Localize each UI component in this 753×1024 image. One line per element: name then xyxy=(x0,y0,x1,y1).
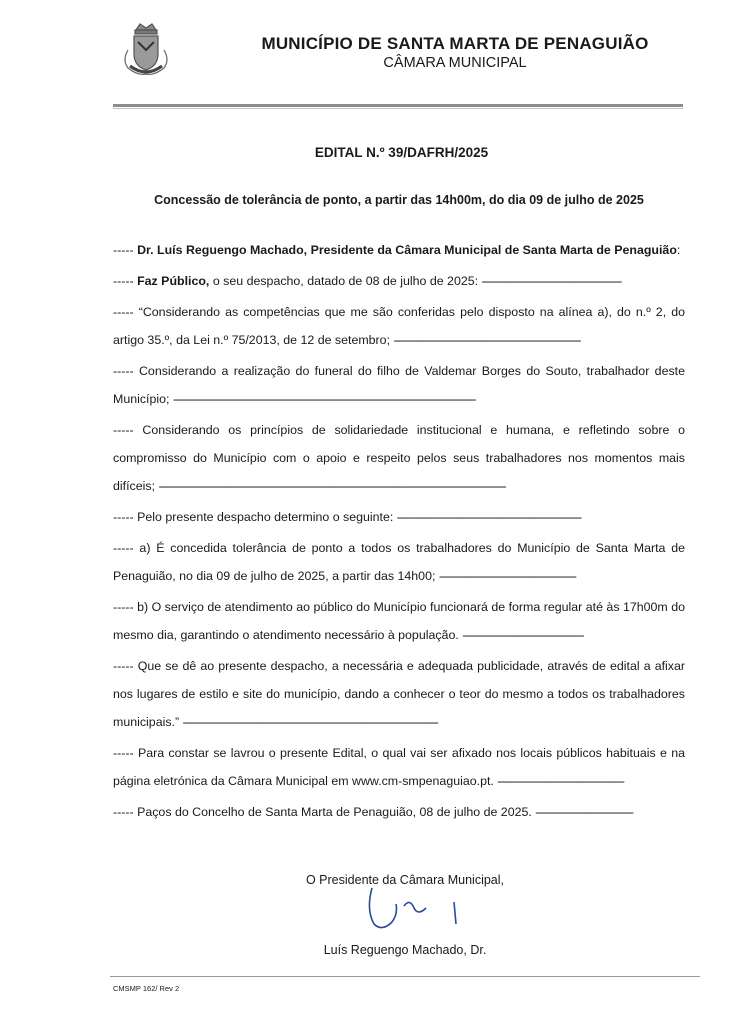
edital-number: EDITAL N.º 39/DAFRH/2025 xyxy=(314,145,489,160)
header-divider-shadow xyxy=(113,108,683,109)
document-header xyxy=(110,20,710,90)
paragraph: ----- a) É concedida tolerância de ponto a todos os trabalhadores do Município de Santa Marta de Penaguião, no dia 09 de julho de 2025, a partir das 14h00; ---------------------------------------------------- xyxy=(113,541,685,583)
signature-role: O Presidente da Câmara Municipal, xyxy=(305,873,504,887)
paragraph: ----- Considerando a realização do funeral do filho de Valdemar Borges do Souto, trabalhador deste Município; ------------------------------------------------------------------------------------------------------------------- xyxy=(113,364,685,406)
edital-subject: Concessão de tolerância de ponto, a partir das 14h00m, do dia 09 de julho de 2025 xyxy=(154,193,644,207)
paragraph: ----- “Considerando as competências que me são conferidas pelo disposto na alínea a), do n.º 2, do artigo 35.º, da Lei n.º 75/2013, de 12 de setembro; ----------------------------------------------------------------------- xyxy=(113,305,685,347)
council-subtitle: CÂMARA MUNICIPAL xyxy=(383,55,527,71)
municipality-title: MUNICÍPIO DE SANTA MARTA DE PENAGUIÃO xyxy=(261,34,649,53)
document-body xyxy=(113,236,685,829)
paragraph: ----- Que se dê ao presente despacho, a necessária e adequada publicidade, através de edital a afixar nos lugares de estilo e site do município, dando a conhecer o teor do mesmo a todos os trabalhadores municipais.” ------------------------------------------------------------------------------------------------- xyxy=(113,659,685,729)
handwritten-signature xyxy=(360,880,470,940)
header-divider xyxy=(113,104,683,107)
paragraph: ----- Paços do Concelho de Santa Marta de Penaguião, 08 de julho de 2025. ------------------------------------- xyxy=(113,805,633,819)
paragraph: ----- Faz Público, o seu despacho, datado de 08 de julho de 2025: ----------------------------------------------------- xyxy=(113,274,621,288)
form-reference: CMSMP 162/ Rev 2 xyxy=(113,984,180,993)
footer-divider xyxy=(110,976,700,977)
paragraph: ----- Pelo presente despacho determino o seguinte: ---------------------------------------------------------------------- xyxy=(113,510,581,524)
paragraph: ----- Considerando os princípios de solidariedade institucional e humana, e refletindo sobre o compromisso do Município com o apoio e respeito pelos seus trabalhadores nos momentos mais difíceis; ------------------------------------------------------------------------------------------------------------------------------------ xyxy=(113,423,685,493)
signatory-name: Luís Reguengo Machado, Dr. xyxy=(323,943,487,957)
paragraph: ----- Dr. Luís Reguengo Machado, Presidente da Câmara Municipal de Santa Marta de Penaguião: xyxy=(113,243,681,257)
paragraph: ----- b) O serviço de atendimento ao público do Município funcionará de forma regular até às 17h00m do mesmo dia, garantindo o atendimento necessário à população. ---------------------------------------------- xyxy=(113,600,685,642)
paragraph: ----- Para constar se lavrou o presente Edital, o qual vai ser afixado nos locais públicos habituais e na página eletrónica da Câmara Municipal em www.cm-smpenaguiao.pt. ------------------------------------------------ xyxy=(113,746,685,788)
